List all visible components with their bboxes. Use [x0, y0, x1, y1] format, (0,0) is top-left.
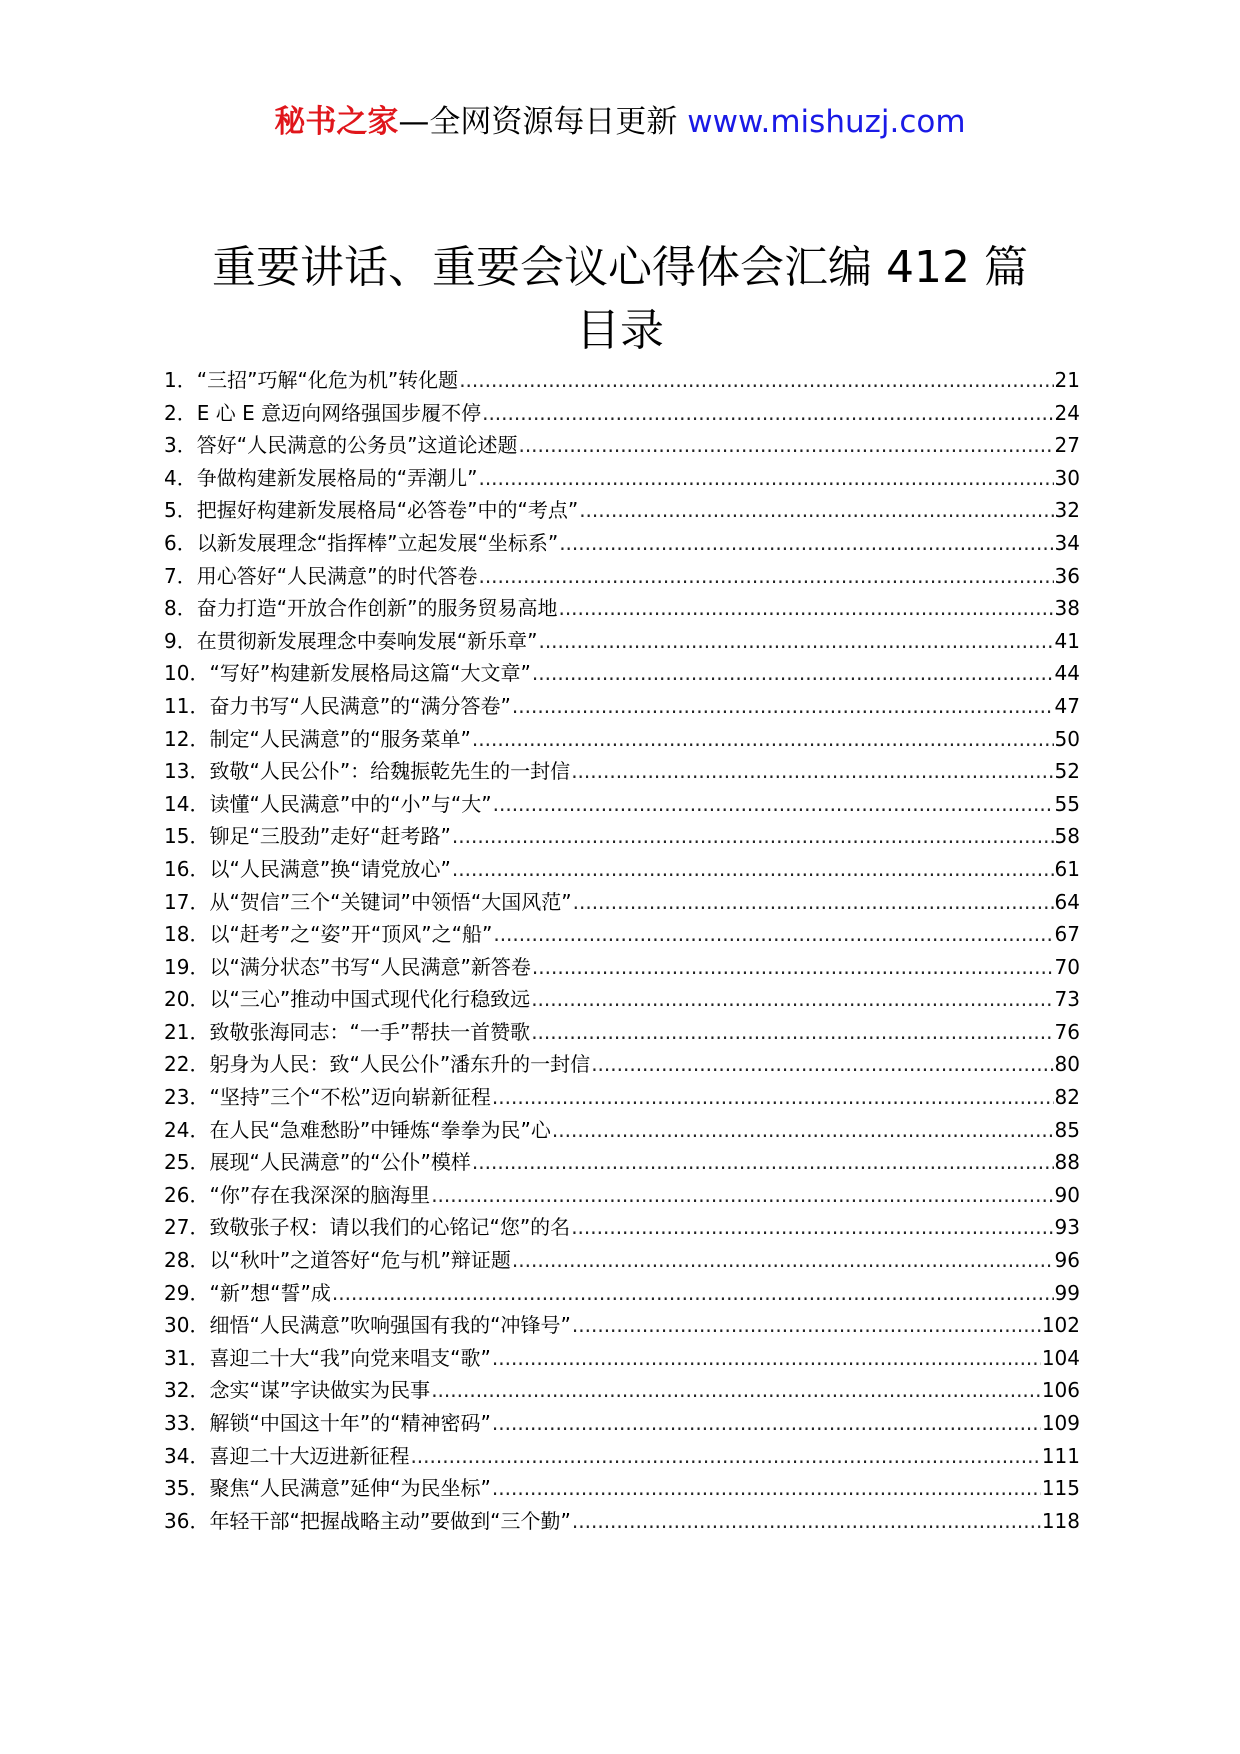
- toc-entry[interactable]: [164, 364, 1080, 397]
- brand-name: 秘书之家: [274, 104, 399, 140]
- toc-entry-number: 11．: [164, 693, 210, 718]
- toc-entry-number: 19．: [164, 954, 210, 979]
- toc-entry-number: 6．: [164, 530, 197, 555]
- toc-entry-number: 18．: [164, 922, 210, 947]
- toc-entry-page: 30: [1054, 465, 1080, 490]
- toc-entry-title: 以“三心”推动中国式现代化行稳致远: [209, 987, 531, 1012]
- toc-entry[interactable]: [164, 1309, 1080, 1342]
- toc-entry-title: 奋力打造“开放合作创新”的服务贸易高地: [196, 596, 558, 621]
- toc-entry-page: 109: [1041, 1411, 1080, 1435]
- slogan: —全网资源每日更新: [398, 104, 678, 140]
- toc-entry[interactable]: [164, 429, 1080, 462]
- toc-entry-page: 38: [1054, 596, 1080, 621]
- toc-entry-title: 在贯彻新发展理念中奏响发展“新乐章”: [196, 628, 538, 653]
- toc-dot-leader: [559, 527, 1053, 560]
- toc-entry-number: 9．: [164, 628, 197, 653]
- toc-entry-number: 23．: [164, 1085, 210, 1110]
- toc-dot-leader: [492, 1407, 1041, 1440]
- toc-entry[interactable]: [164, 788, 1080, 821]
- toc-dot-leader: [410, 1440, 1040, 1473]
- toc-dot-leader: [571, 1211, 1053, 1244]
- toc-entry-number: 25．: [164, 1150, 210, 1175]
- toc-entry[interactable]: [164, 560, 1080, 593]
- toc-entry[interactable]: [164, 723, 1080, 756]
- toc-entry[interactable]: [164, 853, 1080, 886]
- toc-entry-title: 奋力书写“人民满意”的“满分答卷”: [209, 693, 511, 718]
- toc-dot-leader: [512, 1244, 1054, 1277]
- toc-dot-leader: [552, 1114, 1054, 1147]
- toc-entry-number: 15．: [164, 824, 210, 849]
- toc-dot-leader: [493, 788, 1054, 821]
- toc-entry-page: 41: [1054, 628, 1080, 653]
- toc-entry-number: 20．: [164, 987, 210, 1012]
- toc-entry-title: 用心答好“人民满意”的时代答卷: [196, 563, 478, 588]
- toc-dot-leader: [459, 364, 1053, 397]
- toc-dot-leader: [492, 1081, 1054, 1114]
- toc-dot-leader: [478, 560, 1053, 593]
- site-url-link[interactable]: www.mishuzj.com: [687, 104, 966, 140]
- toc-entry-title: 以“赶考”之“姿”开“顶风”之“船”: [209, 922, 493, 947]
- toc-entry[interactable]: [164, 592, 1080, 625]
- toc-entry-page: 76: [1054, 1019, 1080, 1044]
- toc-entry-page: 115: [1041, 1476, 1080, 1501]
- toc-entry[interactable]: [164, 625, 1080, 658]
- toc-entry[interactable]: [164, 527, 1080, 560]
- toc-entry-page: 52: [1054, 759, 1080, 784]
- toc-dot-leader: [571, 755, 1053, 788]
- toc-entry-number: 12．: [164, 726, 210, 751]
- toc-entry-title: 从“贺信”三个“关键词”中领悟“大国风范”: [209, 889, 572, 914]
- toc-entry[interactable]: [164, 397, 1080, 430]
- toc-dot-leader: [431, 1179, 1053, 1212]
- toc-dot-leader: [431, 1374, 1041, 1407]
- toc-entry-number: 29．: [164, 1280, 210, 1305]
- toc-entry-title: 聚焦“人民满意”延伸“为民坐标”: [209, 1476, 491, 1501]
- toc-entry-title: 以新发展理念“指挥棒”立起发展“坐标系”: [196, 530, 559, 555]
- toc-entry-title: “你”存在我深深的脑海里: [209, 1182, 431, 1207]
- toc-entry[interactable]: [164, 1048, 1080, 1081]
- toc-entry-number: 24．: [164, 1117, 210, 1142]
- toc-entry[interactable]: [164, 1016, 1080, 1049]
- toc-entry-page: 34: [1054, 530, 1080, 555]
- toc-entry-number: 17．: [164, 889, 210, 914]
- toc-entry-title: “三招”巧解“化危为机”转化题: [196, 368, 459, 392]
- toc-dot-leader: [532, 657, 1054, 690]
- toc-entry-title: 把握好构建新发展格局“必答卷”中的“考点”: [196, 498, 579, 523]
- toc-entry-number: 8．: [164, 596, 197, 621]
- toc-entry-number: 3．: [164, 433, 197, 458]
- toc-entry-page: 67: [1054, 922, 1080, 947]
- toc-entry-page: 104: [1041, 1345, 1080, 1370]
- toc-entry-title: 喜迎二十大“我”向党来唱支“歌”: [209, 1345, 491, 1370]
- toc-entry-title: 致敬张子权：请以我们的心铭记“您”的名: [209, 1215, 571, 1240]
- toc-entry-number: 22．: [164, 1052, 210, 1077]
- toc-entry-title: 以“满分状态”书写“人民满意”新答卷: [209, 954, 531, 979]
- toc-entry-number: 28．: [164, 1248, 210, 1273]
- toc-entry-page: 32: [1054, 498, 1080, 523]
- toc-entry[interactable]: [164, 1342, 1080, 1375]
- toc-dot-leader: [573, 886, 1054, 919]
- toc-dot-leader: [492, 1472, 1041, 1505]
- toc-entry-number: 26．: [164, 1182, 210, 1207]
- toc-entry[interactable]: [164, 1407, 1080, 1440]
- toc-entry-number: 4．: [164, 465, 197, 490]
- toc-entry-title: 喜迎二十大迈进新征程: [209, 1443, 410, 1468]
- toc-entry-page: 99: [1054, 1280, 1080, 1305]
- toc-entry-page: 36: [1054, 563, 1080, 588]
- toc-entry[interactable]: [164, 690, 1080, 723]
- toc-entry-title: 在人民“急难愁盼”中锤炼“拳拳为民”心: [209, 1117, 551, 1142]
- toc-entry-number: 34．: [164, 1443, 210, 1468]
- toc-entry-number: 30．: [164, 1313, 210, 1338]
- toc-entry-title: 答好“人民满意的公务员”这道论述题: [196, 433, 518, 458]
- table-of-contents: [164, 364, 1080, 1537]
- toc-dot-leader: [531, 1016, 1053, 1049]
- toc-entry[interactable]: [164, 1505, 1080, 1538]
- toc-entry-page: 64: [1054, 889, 1080, 914]
- toc-dot-leader: [579, 494, 1053, 527]
- toc-entry-page: 27: [1054, 433, 1080, 458]
- toc-entry-page: 118: [1041, 1508, 1080, 1533]
- toc-dot-leader: [538, 625, 1053, 658]
- toc-entry[interactable]: [164, 1179, 1080, 1212]
- toc-entry[interactable]: [164, 1244, 1080, 1277]
- toc-entry-page: 106: [1041, 1378, 1080, 1403]
- toc-dot-leader: [492, 1342, 1041, 1375]
- toc-dot-leader: [478, 462, 1053, 495]
- toc-dot-leader: [532, 951, 1054, 984]
- toc-entry[interactable]: [164, 1211, 1080, 1244]
- toc-entry-title: 以“人民满意”换“请党放心”: [209, 856, 451, 881]
- toc-entry-page: 88: [1054, 1150, 1080, 1175]
- toc-dot-leader: [472, 723, 1054, 756]
- toc-entry[interactable]: [164, 1277, 1080, 1310]
- toc-entry-page: 70: [1054, 954, 1080, 979]
- toc-entry-number: 14．: [164, 791, 210, 816]
- toc-dot-leader: [452, 853, 1054, 886]
- toc-entry-title: 争做构建新发展格局的“弄潮儿”: [196, 465, 478, 490]
- toc-entry-number: 32．: [164, 1378, 210, 1403]
- toc-dot-leader: [518, 429, 1053, 462]
- toc-entry-number: 10．: [164, 661, 210, 686]
- toc-entry-title: 细悟“人民满意”吹响强国有我的“冲锋号”: [209, 1313, 571, 1338]
- toc-dot-leader: [332, 1277, 1054, 1310]
- toc-entry[interactable]: [164, 494, 1080, 527]
- toc-dot-leader: [591, 1048, 1053, 1081]
- toc-entry-title: 以“秋叶”之道答好“危与机”辩证题: [209, 1248, 511, 1273]
- toc-entry[interactable]: [164, 1146, 1080, 1179]
- toc-entry-page: 50: [1054, 726, 1080, 751]
- toc-entry[interactable]: [164, 1374, 1080, 1407]
- toc-dot-leader: [452, 820, 1054, 853]
- toc-entry-number: 31．: [164, 1345, 210, 1370]
- toc-entry-page: 58: [1054, 824, 1080, 849]
- toc-entry[interactable]: [164, 462, 1080, 495]
- toc-heading: 目录: [576, 305, 664, 356]
- toc-entry[interactable]: [164, 918, 1080, 951]
- toc-entry-title: 致敬“人民公仆”：给魏振乾先生的一封信: [209, 759, 571, 784]
- toc-entry-page: 24: [1054, 400, 1080, 425]
- toc-dot-leader: [512, 690, 1054, 723]
- toc-entry-page: 44: [1054, 661, 1080, 686]
- toc-entry-page: 102: [1041, 1313, 1080, 1338]
- toc-entry-number: 2．: [164, 400, 197, 425]
- toc-entry-number: 16．: [164, 856, 210, 881]
- toc-entry-page: 47: [1054, 693, 1080, 718]
- toc-entry-number: 35．: [164, 1476, 210, 1501]
- toc-entry[interactable]: [164, 886, 1080, 919]
- document-title: 重要讲话、重要会议心得体会汇编 412 篇: [212, 242, 1028, 293]
- toc-entry-page: 93: [1054, 1215, 1080, 1240]
- toc-entry-number: 27．: [164, 1215, 210, 1240]
- toc-entry-number: 5．: [164, 498, 197, 523]
- toc-entry-page: 21: [1054, 368, 1080, 392]
- toc-entry[interactable]: [164, 983, 1080, 1016]
- toc-dot-leader: [531, 983, 1053, 1016]
- toc-entry-title: E 心 E 意迈向网络强国步履不停: [196, 400, 482, 425]
- toc-entry-title: 躬身为人民：致“人民公仆”潘东升的一封信: [209, 1052, 591, 1077]
- toc-entry-title: 铆足“三股劲”走好“赶考路”: [209, 824, 451, 849]
- toc-entry-page: 90: [1054, 1182, 1080, 1207]
- toc-entry-number: 21．: [164, 1019, 210, 1044]
- toc-entry-title: “写好”构建新发展格局这篇“大文章”: [209, 661, 531, 686]
- toc-entry-number: 7．: [164, 563, 197, 588]
- toc-entry-number: 1．: [164, 368, 197, 392]
- toc-entry-page: 96: [1054, 1248, 1080, 1273]
- toc-entry-title: 致敬张海同志：“一手”帮扶一首赞歌: [209, 1019, 531, 1044]
- toc-dot-leader: [572, 1309, 1041, 1342]
- toc-entry-title: “新”想“誓”成: [209, 1280, 331, 1305]
- site-header: [0, 100, 1240, 144]
- toc-entry[interactable]: [164, 657, 1080, 690]
- toc-entry-title: “坚持”三个“不松”迈向崭新征程: [209, 1085, 491, 1110]
- toc-entry-number: 33．: [164, 1411, 210, 1435]
- toc-dot-leader: [558, 592, 1053, 625]
- toc-entry[interactable]: [164, 755, 1080, 788]
- toc-entry-page: 55: [1054, 791, 1080, 816]
- toc-entry[interactable]: [164, 1081, 1080, 1114]
- toc-entry-page: 73: [1054, 987, 1080, 1012]
- toc-dot-leader: [572, 1505, 1041, 1538]
- toc-entry[interactable]: [164, 1440, 1080, 1473]
- toc-entry-number: 36．: [164, 1508, 210, 1533]
- toc-entry-title: 解锁“中国这十年”的“精神密码”: [209, 1411, 491, 1435]
- toc-dot-leader: [472, 1146, 1054, 1179]
- toc-entry-title: 念实“谋”字诀做实为民事: [209, 1378, 431, 1403]
- toc-entry[interactable]: [164, 1472, 1080, 1505]
- toc-entry-number: 13．: [164, 759, 210, 784]
- toc-entry[interactable]: [164, 820, 1080, 853]
- toc-entry-title: 读懂“人民满意”中的“小”与“大”: [209, 791, 492, 816]
- toc-entry[interactable]: [164, 1114, 1080, 1147]
- toc-entry-page: 80: [1054, 1052, 1080, 1077]
- toc-dot-leader: [482, 397, 1053, 430]
- toc-entry-page: 82: [1054, 1085, 1080, 1110]
- toc-entry-title: 展现“人民满意”的“公仆”模样: [209, 1150, 471, 1175]
- toc-entry-title: 年轻干部“把握战略主动”要做到“三个勤”: [209, 1508, 571, 1533]
- toc-entry-page: 61: [1054, 856, 1080, 881]
- toc-entry-title: 制定“人民满意”的“服务菜单”: [209, 726, 471, 751]
- toc-entry[interactable]: [164, 951, 1080, 984]
- toc-entry-page: 85: [1054, 1117, 1080, 1142]
- toc-dot-leader: [493, 918, 1053, 951]
- toc-entry-page: 111: [1041, 1443, 1080, 1468]
